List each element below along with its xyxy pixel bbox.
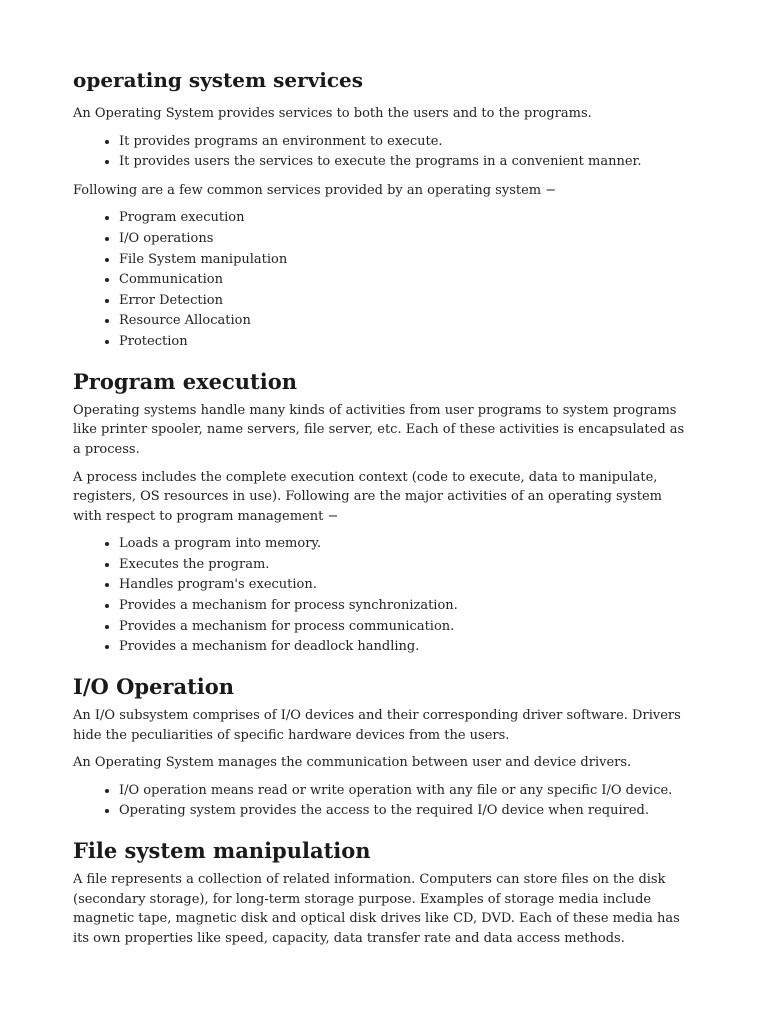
document-page (73, 62, 693, 957)
section-io-operation (73, 674, 693, 822)
paragraph: An Operating System manages the communication between user and device drivers. (73, 755, 632, 771)
list-item: • Provides a mechanism for process communication. (119, 617, 693, 638)
list-item: • Provides a mechanism for process synchronization. (119, 596, 693, 617)
list-item: • Program execution (119, 208, 693, 229)
list-item: • Handles program's execution. (119, 575, 693, 596)
paragraph: A file represents a collection of related information. Computers can store files on the disk (secondary storage), for long-term storage purpose. Examples of storage media include magnetic tape, magnetic disk and optical disk drives like CD, DVD. Each of these media has its own properties like speed, capacity, data transfer rate and data access methods. (73, 872, 680, 946)
list-item: • I/O operations (119, 229, 693, 250)
list-item: • Error Detection (119, 291, 693, 312)
list-item: • Communication (119, 270, 693, 291)
list-item: • Loads a program into memory. (119, 534, 693, 555)
services-list (73, 208, 693, 352)
list-item: • File System manipulation (119, 250, 693, 271)
list-item: • It provides users the services to execute the programs in a convenient manner. (119, 152, 693, 173)
bullet-list (73, 534, 693, 658)
section-heading: operating system services (73, 68, 363, 92)
list-item: • It provides programs an environment to execute. (119, 132, 693, 153)
bullet-list (73, 781, 693, 822)
list-item: • Resource Allocation (119, 311, 693, 332)
section-os-services (73, 68, 693, 353)
list-item: • Operating system provides the access to the required I/O device when required. (119, 801, 693, 822)
list-item: • Provides a mechanism for deadlock handling. (119, 637, 693, 658)
paragraph: An I/O subsystem comprises of I/O devices and their corresponding driver software. Drivers hide the peculiarities of specific hardware devices from the users. (73, 708, 681, 743)
bullet-list (73, 132, 693, 173)
section-program-execution (73, 369, 693, 658)
list-item: • Executes the program. (119, 555, 693, 576)
paragraph: An Operating System provides services to both the users and to the programs. (73, 106, 592, 121)
section-heading: File system manipulation (73, 838, 371, 863)
paragraph: A process includes the complete execution context (code to execute, data to manipulate, registers, OS resources in use). Following are the major activities of an operating system with respect to program management − (73, 469, 662, 524)
paragraph: Operating systems handle many kinds of activities from user programs to system programs like printer spooler, name servers, file server, etc. Each of these activities is encapsulated as a process. (73, 402, 685, 457)
paragraph: Following are a few common services provided by an operating system − (73, 182, 557, 198)
list-item: • Protection (119, 332, 693, 353)
section-heading: Program execution (73, 368, 297, 394)
section-file-system (73, 838, 693, 949)
section-heading: I/O Operation (73, 673, 235, 699)
list-item: • I/O operation means read or write operation with any file or any specific I/O device. (119, 781, 693, 802)
